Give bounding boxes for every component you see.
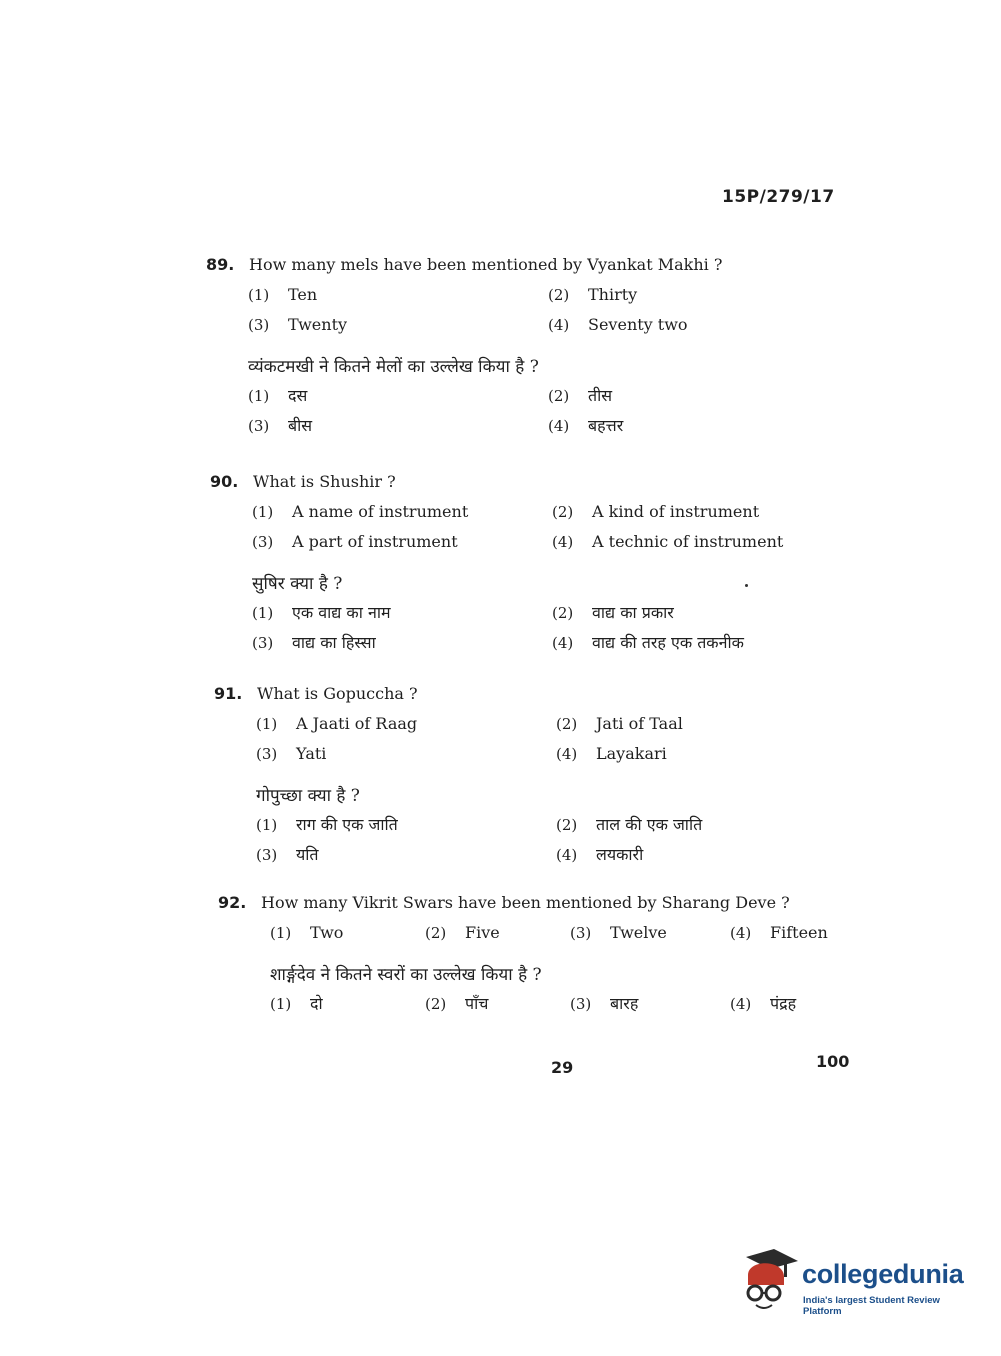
- option-en-3: (3) Yati: [256, 744, 327, 763]
- option-hi-2: (2) वाद्य का प्रकार: [552, 603, 674, 622]
- option-en-1: (1) A Jaati of Raag: [256, 714, 418, 733]
- mascot-icon: [740, 1247, 802, 1317]
- question-text-hi: शार्ङ्गदेव ने कितने स्वरों का उल्लेख किया है ?: [270, 965, 542, 985]
- question-91: [214, 684, 854, 873]
- option-hi-1: (1) राग की एक जाति: [256, 815, 398, 834]
- option-en-1: (1) Two: [270, 923, 344, 942]
- question-number: 92.: [218, 893, 247, 912]
- question-90: [210, 472, 850, 661]
- brand-name: collegedunia: [802, 1259, 964, 1289]
- brand-tagline: India's largest Student Review Platform: [803, 1295, 940, 1317]
- question-text-hi: व्यंकटमखी ने कितने मेलों का उल्लेख किया है ?: [248, 357, 539, 377]
- option-en-3: (3) Twelve: [570, 923, 667, 942]
- question-text-hi: गोपुच्छा क्या है ?: [256, 786, 360, 806]
- question-text-en: What is Shushir ?: [253, 472, 396, 491]
- option-en-1: (1) A name of instrument: [252, 502, 469, 521]
- question-89: [206, 255, 846, 444]
- option-hi-3: (3) बीस: [248, 416, 313, 435]
- option-hi-3: (3) यति: [256, 845, 319, 864]
- question-text-en: How many mels have been mentioned by Vyankat Makhi ?: [249, 255, 723, 274]
- page-number: 29: [551, 1058, 574, 1077]
- option-hi-4: (4) वाद्य की तरह एक तकनीक: [552, 633, 744, 652]
- option-en-4: (4) Seventy two: [548, 315, 688, 334]
- collegedunia-logo: [740, 1247, 970, 1317]
- option-hi-4: (4) लयकारी: [556, 845, 644, 864]
- option-en-2: (2) Thirty: [548, 285, 638, 304]
- option-hi-2: (2) ताल की एक जाति: [556, 815, 703, 834]
- option-en-2: (2) A kind of instrument: [552, 502, 760, 521]
- paper-code: 15P/279/17: [722, 187, 835, 207]
- option-hi-3: (3) बारह: [570, 994, 639, 1013]
- option-en-4: (4) A technic of instrument: [552, 532, 784, 551]
- option-hi-3: (3) वाद्य का हिस्सा: [252, 633, 376, 652]
- option-en-4: (4) Layakari: [556, 744, 667, 763]
- option-hi-2: (2) पाँच: [425, 994, 489, 1013]
- question-text-en: How many Vikrit Swars have been mentioned by Sharang Deve ?: [261, 893, 790, 912]
- option-hi-1: (1) एक वाद्य का नाम: [252, 603, 391, 622]
- question-text-en: What is Gopuccha ?: [257, 684, 418, 703]
- question-92: [218, 893, 858, 1022]
- question-number: 91.: [214, 684, 243, 703]
- option-en-4: (4) Fifteen: [730, 923, 828, 942]
- question-number: 90.: [210, 472, 239, 491]
- option-hi-2: (2) तीस: [548, 386, 613, 405]
- option-hi-4: (4) बहत्तर: [548, 416, 624, 435]
- question-text-hi: सुषिर क्या है ?: [252, 574, 343, 594]
- option-hi-1: (1) दस: [248, 386, 308, 405]
- option-en-2: (2) Jati of Taal: [556, 714, 683, 733]
- option-en-2: (2) Five: [425, 923, 500, 942]
- ink-dot: [745, 584, 748, 587]
- option-hi-4: (4) पंद्रह: [730, 994, 797, 1013]
- option-en-3: (3) Twenty: [248, 315, 348, 334]
- option-hi-1: (1) दो: [270, 994, 323, 1013]
- marks-total: 100: [816, 1052, 850, 1071]
- question-number: 89.: [206, 255, 235, 274]
- option-en-1: (1) Ten: [248, 285, 318, 304]
- option-en-3: (3) A part of instrument: [252, 532, 458, 551]
